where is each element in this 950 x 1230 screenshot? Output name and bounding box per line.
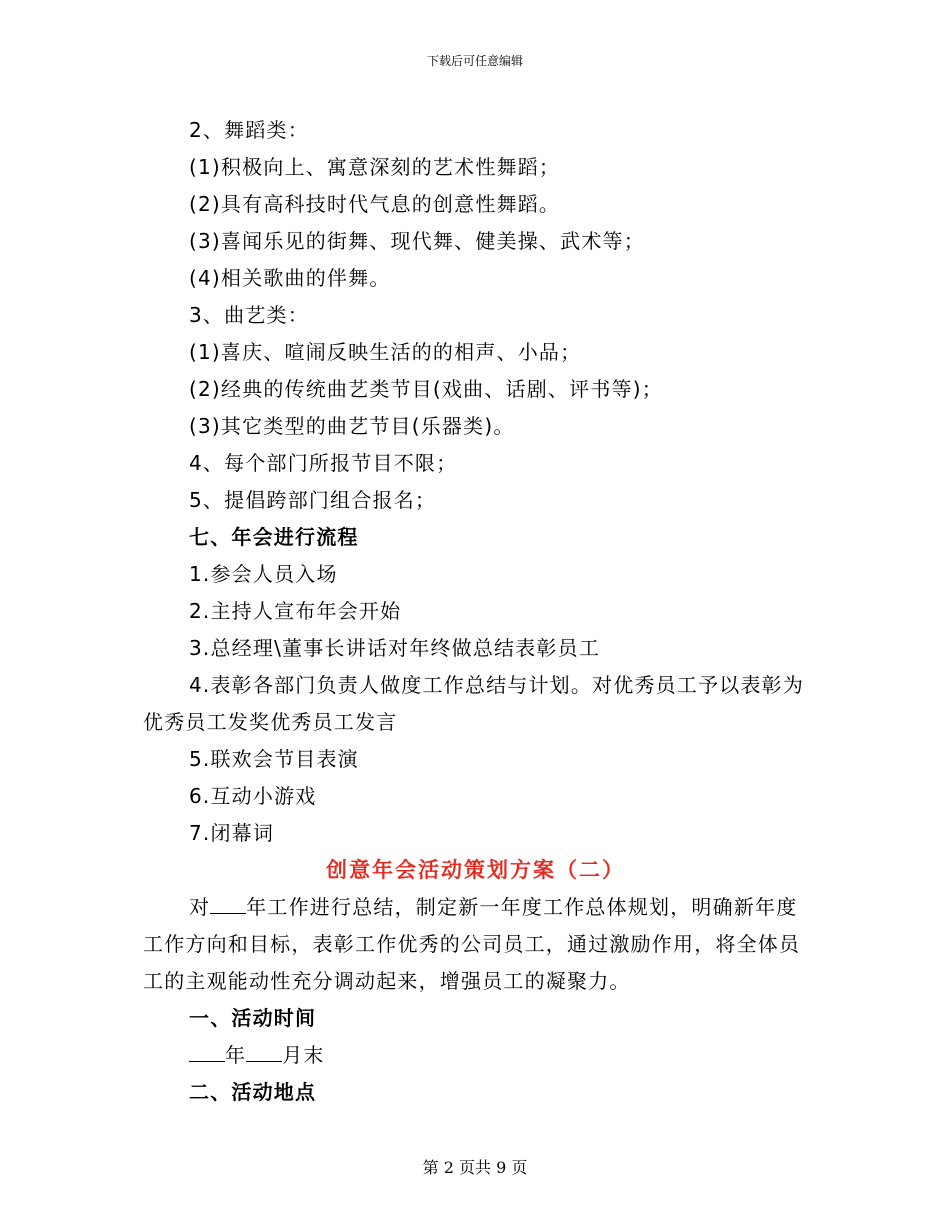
time-year: 年 [225, 1043, 247, 1067]
list-item: (3)其它类型的曲艺节目(乐器类)。 [189, 414, 515, 438]
list-item: (2)具有高科技时代气息的创意性舞蹈。 [189, 192, 561, 216]
list-item: 4.表彰各部门负责人做度工作总结与计划。对优秀员工予以表彰为优秀员工发奖优秀员工发言 [143, 673, 805, 734]
list-item: 3.总经理\董事长讲话对年终做总结表彰员工 [189, 636, 601, 660]
list-item: (2)经典的传统曲艺类节目(戏曲、话剧、评书等)； [189, 377, 663, 401]
document-body [143, 112, 808, 1111]
time-month: 月末 [282, 1043, 325, 1067]
section-title: 创意年会活动策划方案（二） [326, 858, 625, 882]
intro-paragraph [143, 889, 808, 1000]
blank-field [246, 1043, 282, 1062]
list-item: 5.联欢会节目表演 [189, 747, 359, 771]
list-item: (4)相关歌曲的伴舞。 [189, 266, 391, 290]
section-heading: 二、活动地点 [189, 1080, 317, 1104]
intro-text: 年工作进行总结，制定新一年度工作总体规划，明确新年度工作方向和目标，表彰工作优秀的公司员工，通过激励作用，将全体员工的主观能动性充分调动起来，增强员工的凝聚力。 [143, 895, 801, 993]
list-item: 7.闭幕词 [189, 821, 275, 845]
list-item: 2、舞蹈类： [189, 118, 309, 142]
page-footer: 第 2 页共 9 页 [422, 1158, 528, 1177]
blank-field [210, 895, 246, 914]
section-heading: 一、活动时间 [189, 1006, 317, 1030]
section-heading: 七、年会进行流程 [189, 525, 359, 549]
list-item: (1)喜庆、喧闹反映生活的的相声、小品； [189, 340, 582, 364]
blank-field [189, 1043, 225, 1062]
list-item: (3)喜闻乐见的街舞、现代舞、健美操、武术等； [189, 229, 645, 253]
time-line [143, 1037, 808, 1074]
list-item: 1.参会人员入场 [189, 562, 338, 586]
list-item: 5、提倡跨部门组合报名； [189, 488, 437, 512]
list-item: 3、曲艺类： [189, 303, 309, 327]
page-header: 下载后可任意编辑 [426, 54, 523, 68]
intro-prefix: 对 [189, 895, 211, 919]
list-item: 4、每个部门所报节目不限； [189, 451, 458, 475]
list-item: 2.主持人宣布年会开始 [189, 599, 402, 623]
list-item: 6.互动小游戏 [189, 784, 317, 808]
list-item: (1)积极向上、寓意深刻的艺术性舞蹈； [189, 155, 561, 179]
